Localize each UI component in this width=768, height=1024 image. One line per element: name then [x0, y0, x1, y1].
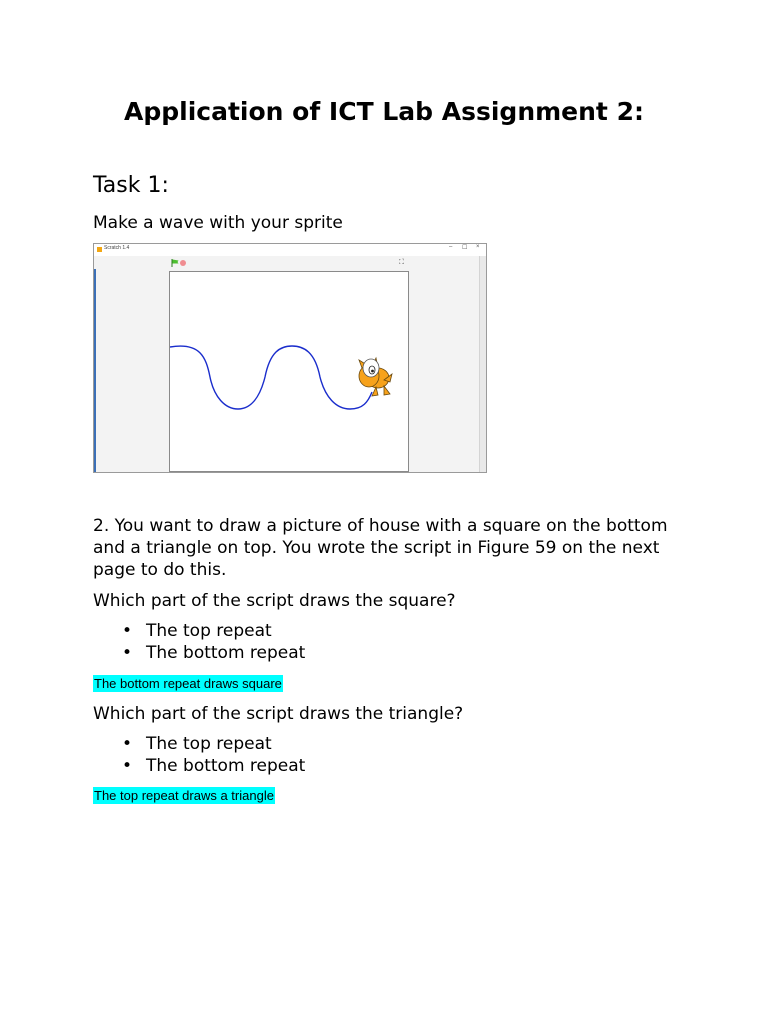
wave-drawing: [170, 272, 408, 471]
stop-icon: [180, 260, 186, 266]
list-item: • The bottom repeat: [93, 755, 305, 777]
square-answer: The bottom repeat draws square: [94, 676, 282, 691]
list-item: • The top repeat: [93, 733, 305, 755]
list-item: • The top repeat: [93, 620, 305, 642]
square-question: Which part of the script draws the square?: [93, 591, 456, 611]
window-left-edge: [94, 256, 96, 473]
scratch-cat-sprite: [359, 358, 392, 396]
stage-toolbar: [94, 256, 486, 269]
scratch-app-icon: [97, 247, 102, 252]
triangle-question: Which part of the script draws the triangle?: [93, 704, 464, 724]
fullscreen-icon: ⛶: [399, 258, 404, 266]
window-scrollbar: [479, 256, 486, 473]
wave-line: [170, 346, 372, 409]
document-title: Application of ICT Lab Assignment 2:: [124, 97, 644, 126]
scratch-stage: [169, 271, 409, 472]
square-options-list: [93, 620, 305, 664]
minimize-icon: –: [449, 244, 453, 250]
list-item: • The bottom repeat: [93, 642, 305, 664]
triangle-options-list: [93, 733, 305, 777]
close-icon: ×: [476, 244, 480, 250]
task-1-heading: Task 1:: [93, 173, 169, 198]
scratch-screenshot: [93, 243, 487, 473]
window-title: Scratch 1.4: [104, 245, 130, 251]
question-2-text: 2. You want to draw a picture of house with a square on the bottom and a triangle on top. You wrote the script in Figure 59 on the next page to do this.: [93, 516, 668, 580]
triangle-answer: The top repeat draws a triangle: [94, 788, 274, 803]
green-flag-icon: [171, 259, 179, 267]
maximize-icon: ☐: [462, 245, 468, 251]
task-1-instruction: Make a wave with your sprite: [93, 213, 343, 233]
